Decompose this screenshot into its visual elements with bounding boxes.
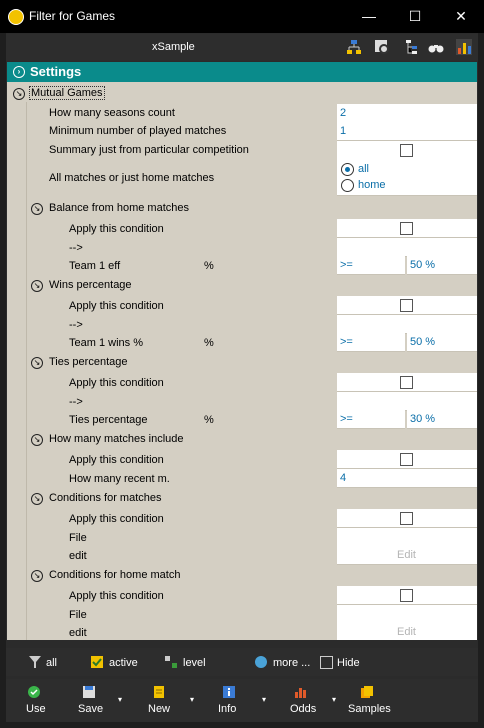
cond-matches-apply-field bbox=[337, 509, 477, 528]
title-bar bbox=[0, 0, 484, 33]
ties-op-field[interactable] bbox=[337, 410, 405, 429]
ties-unit: % bbox=[204, 414, 214, 426]
summary-field bbox=[337, 141, 477, 160]
ties-arrow: --> bbox=[69, 396, 83, 408]
level-icon bbox=[164, 655, 178, 669]
balance-value: 50 % bbox=[410, 259, 436, 271]
ties-arrow-field[interactable] bbox=[337, 392, 477, 411]
recent-row-label: How many recent m. bbox=[69, 473, 170, 485]
indent-line bbox=[26, 102, 27, 640]
seasons-field[interactable] bbox=[337, 104, 477, 123]
settings-header[interactable] bbox=[7, 62, 477, 82]
recent-label: How many matches include bbox=[49, 433, 184, 445]
save-button[interactable] bbox=[74, 683, 130, 719]
wins-arrow: --> bbox=[69, 319, 83, 331]
all-home-label: All matches or just home matches bbox=[49, 172, 215, 184]
cond-home-label: Conditions for home match bbox=[49, 569, 181, 581]
seasons-label: How many seasons count bbox=[49, 107, 175, 119]
minimize-button[interactable]: — bbox=[362, 8, 376, 24]
balance-arrow-field[interactable] bbox=[337, 238, 477, 257]
recent-apply-checkbox[interactable] bbox=[400, 453, 413, 466]
property-grid bbox=[7, 62, 477, 640]
min-matches-field[interactable] bbox=[337, 122, 477, 141]
more-icon bbox=[254, 655, 268, 669]
cond-matches-edit-button[interactable]: Edit bbox=[397, 549, 416, 561]
samples-icon bbox=[360, 685, 374, 699]
cond-matches-file-label: File bbox=[69, 532, 87, 544]
radio-home[interactable] bbox=[341, 179, 354, 192]
mutual-games-label[interactable]: Mutual Games bbox=[31, 87, 103, 99]
summary-label: Summary just from particular competition bbox=[49, 144, 249, 156]
new-button[interactable] bbox=[142, 683, 200, 719]
floppy-icon bbox=[82, 685, 96, 699]
balance-value-field[interactable] bbox=[407, 256, 477, 275]
cond-home-apply-field bbox=[337, 586, 477, 605]
filter-level-button[interactable]: level bbox=[183, 657, 206, 669]
ties-op: >= bbox=[340, 413, 353, 425]
radio-home-label: home bbox=[358, 179, 386, 191]
balance-apply-field bbox=[337, 219, 477, 238]
balance-op: >= bbox=[340, 259, 353, 271]
odds-dropdown-icon[interactable]: ▾ bbox=[332, 695, 337, 704]
wins-op-field[interactable] bbox=[337, 333, 405, 352]
odds-icon bbox=[294, 685, 308, 699]
cond-home-edit-field bbox=[337, 623, 477, 640]
samples-button[interactable] bbox=[344, 683, 400, 719]
app-icon bbox=[8, 9, 24, 25]
check-circle-icon bbox=[27, 685, 41, 699]
wins-arrow-field[interactable] bbox=[337, 315, 477, 334]
settings-title: Settings bbox=[30, 64, 82, 79]
min-matches-label: Minimum number of played matches bbox=[49, 125, 227, 137]
hierarchy-icon[interactable] bbox=[346, 39, 362, 55]
toolbar-label: xSample bbox=[152, 41, 195, 53]
odds-label: Odds bbox=[290, 703, 317, 715]
balance-label: Balance from home matches bbox=[49, 202, 190, 214]
recent-value: 4 bbox=[340, 472, 347, 484]
info-icon bbox=[222, 685, 236, 699]
new-dropdown-icon[interactable]: ▾ bbox=[190, 695, 195, 704]
wins-row-label: Team 1 wins % bbox=[69, 337, 143, 349]
cond-matches-edit-field bbox=[337, 546, 477, 565]
radio-all-label: all bbox=[358, 163, 370, 175]
summary-checkbox[interactable] bbox=[400, 144, 413, 157]
seasons-value: 2 bbox=[340, 107, 347, 119]
cond-matches-edit-label: edit bbox=[69, 550, 87, 562]
recent-value-field[interactable] bbox=[337, 469, 477, 488]
expand-icon[interactable]: ↘ bbox=[31, 280, 43, 292]
new-document-icon bbox=[152, 685, 166, 699]
balance-apply-label: Apply this condition bbox=[69, 223, 164, 235]
wins-value: 50 % bbox=[410, 336, 436, 348]
wins-apply-field bbox=[337, 296, 477, 315]
ties-apply-label: Apply this condition bbox=[69, 377, 164, 389]
filter-bar bbox=[6, 648, 478, 676]
wins-apply-label: Apply this condition bbox=[69, 300, 164, 312]
save-label: Save bbox=[78, 703, 104, 715]
cond-matches-file-field[interactable] bbox=[337, 528, 477, 547]
radio-all[interactable] bbox=[341, 163, 354, 176]
maximize-button[interactable]: ☐ bbox=[408, 8, 422, 24]
cond-matches-apply-checkbox[interactable] bbox=[400, 512, 413, 525]
filter-all-button[interactable]: all bbox=[46, 657, 58, 669]
odds-button[interactable] bbox=[284, 683, 342, 719]
bar-chart-icon[interactable] bbox=[456, 39, 472, 55]
ties-apply-checkbox[interactable] bbox=[400, 376, 413, 389]
binoculars-icon[interactable] bbox=[428, 39, 444, 55]
top-toolbar bbox=[6, 34, 478, 61]
tree-icon[interactable] bbox=[404, 39, 420, 55]
info-dropdown-icon[interactable]: ▾ bbox=[262, 695, 267, 704]
recent-apply-label: Apply this condition bbox=[69, 454, 164, 466]
checklist-icon bbox=[90, 655, 104, 669]
min-matches-value: 1 bbox=[340, 125, 347, 137]
balance-arrow: --> bbox=[69, 242, 83, 254]
expand-icon[interactable]: ↘ bbox=[13, 88, 25, 100]
filter-more-button[interactable]: more ... bbox=[273, 657, 311, 669]
expand-icon[interactable]: ↘ bbox=[31, 357, 43, 369]
wins-label: Wins percentage bbox=[49, 279, 132, 291]
cond-matches-apply-label: Apply this condition bbox=[69, 513, 164, 525]
wins-apply-checkbox[interactable] bbox=[400, 299, 413, 312]
balance-row-label: Team 1 eff bbox=[69, 260, 121, 272]
ties-apply-field bbox=[337, 373, 477, 392]
new-label: New bbox=[148, 703, 171, 715]
expand-icon[interactable]: ↘ bbox=[31, 434, 43, 446]
collapse-icon[interactable]: › bbox=[13, 66, 25, 78]
info-button[interactable] bbox=[214, 683, 272, 719]
balance-apply-checkbox[interactable] bbox=[400, 222, 413, 235]
cond-home-edit-button[interactable]: Edit bbox=[397, 626, 416, 638]
cond-home-apply-checkbox[interactable] bbox=[400, 589, 413, 602]
hide-checkbox[interactable] bbox=[320, 656, 333, 669]
wins-value-field[interactable] bbox=[407, 333, 477, 352]
all-home-field bbox=[337, 159, 477, 196]
expand-icon[interactable]: ↘ bbox=[31, 203, 43, 215]
cond-home-apply-label: Apply this condition bbox=[69, 590, 164, 602]
wins-op: >= bbox=[340, 336, 353, 348]
samples-label: Samples bbox=[348, 703, 391, 715]
action-bar bbox=[6, 679, 478, 722]
use-button[interactable] bbox=[22, 683, 60, 719]
filter-icon bbox=[28, 655, 42, 669]
cond-matches-label: Conditions for matches bbox=[49, 492, 162, 504]
ties-value: 30 % bbox=[410, 413, 436, 425]
recent-apply-field bbox=[337, 450, 477, 469]
hide-label: Hide bbox=[337, 657, 360, 669]
cond-home-edit-label: edit bbox=[69, 627, 87, 639]
expand-icon[interactable]: ↘ bbox=[31, 493, 43, 505]
ties-label: Ties percentage bbox=[49, 356, 128, 368]
balance-unit: % bbox=[204, 260, 214, 272]
window-title: Filter for Games bbox=[29, 9, 116, 23]
filter-active-button[interactable]: active bbox=[109, 657, 138, 669]
save-dropdown-icon[interactable]: ▾ bbox=[118, 695, 123, 704]
balance-op-field[interactable] bbox=[337, 256, 405, 275]
cond-home-file-label: File bbox=[69, 609, 87, 621]
cond-home-file-field[interactable] bbox=[337, 605, 477, 624]
ties-value-field[interactable] bbox=[407, 410, 477, 429]
wins-unit: % bbox=[204, 337, 214, 349]
search-settings-icon[interactable] bbox=[374, 39, 390, 55]
use-label: Use bbox=[26, 703, 46, 715]
close-button[interactable]: ✕ bbox=[455, 8, 467, 24]
ties-row-label: Ties percentage bbox=[69, 414, 148, 426]
info-label: Info bbox=[218, 703, 237, 715]
expand-icon[interactable]: ↘ bbox=[31, 570, 43, 582]
